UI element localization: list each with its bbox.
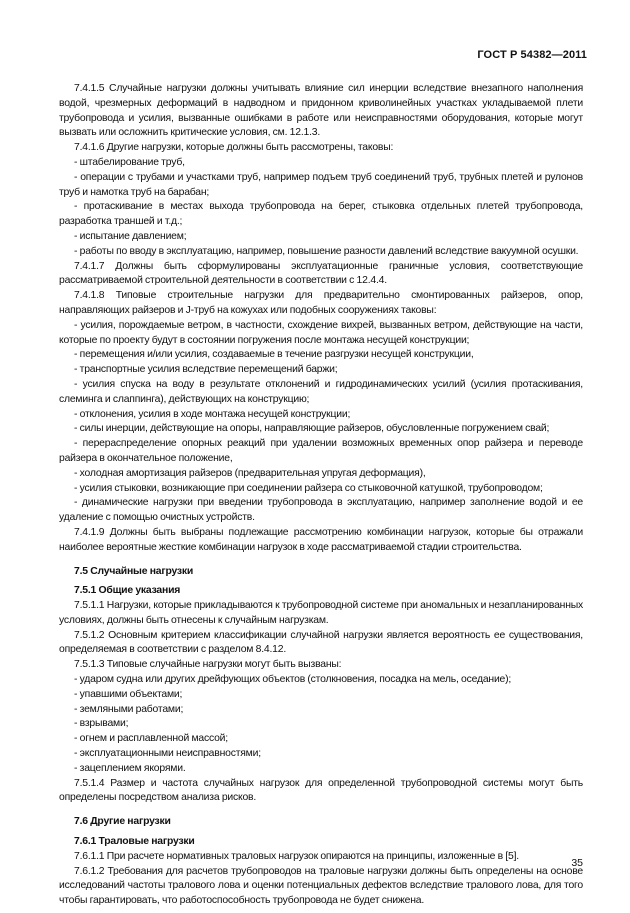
paragraph: 7.6.1.2 Требования для расчетов трубопроводов на траловые нагрузки должны быть определены на основе исследований частоты тралового лова и оценки потенциальных дефектов вследствие тралового лова, для того чтобы гарантировать, что работоспособность трубопровода не будет снижена. [59,865,583,907]
list-item: - транспортные усилия вследствие перемещений баржи; [74,364,338,376]
paragraph: 7.5.1.4 Размер и частота случайных нагрузок для определенной трубопроводной системы могут быть определены посредством анализа рисков. [59,777,583,804]
section-heading-7-5: 7.5 Случайные нагрузки [74,565,194,577]
document-body [59,82,583,909]
page-number: 35 [571,857,583,869]
section-heading-7-6: 7.6 Другие нагрузки [74,816,171,828]
list-item: - операции с трубами и участками труб, например подъем труб соединений труб, трубных плетей и рулонов труб и намотка труб на барабан; [59,171,583,198]
list-item: - перемещения и/или усилия, создаваемые в течение разгрузки несущей конструкции, [74,349,474,361]
list-item: - протаскивание в местах выхода трубопровода на берег, стыковка отдельных плетей трубопровода, разработка траншей и т.д.; [59,201,583,228]
list-item: - усилия спуска на воду в результате отклонений и гидродинамических усилий (усилия протаскивания, слеминга и слаппинга), действующих на конструкцию; [59,378,583,405]
list-item: - усилия стыковки, возникающие при соединении райзера со стыковочной катушкой, трубопроводом; [74,482,543,494]
list-item: - силы инерции, действующие на опоры, направляющие райзеров, обусловленные погружением свай; [74,423,550,435]
list-item: - перераспределение опорных реакций при удалении возможных временных опор райзера и переводе райзера в окончательное положение, [59,438,583,464]
list-item: - зацеплением якорями. [74,762,186,774]
list-item: - взрывами; [74,718,129,730]
subsection-heading-7-5-1: 7.5.1 Общие указания [74,585,181,597]
subsection-heading-7-6-1: 7.6.1 Траловые нагрузки [74,836,195,848]
list-item: - испытание давлением; [74,230,187,242]
list-item: - холодная амортизация райзеров (предварительная упругая деформация), [74,467,426,479]
paragraph: 7.6.1.1 При расчете нормативных траловых нагрузок опираются на принципы, изложенные в [5]. [74,850,519,862]
list-item: - ударом судна или других дрейфующих объектов (столкновения, посадка на мель, оседание); [74,674,512,686]
list-item: - упавшими объектами; [74,688,183,700]
standard-header: ГОСТ Р 54382—2011 [477,49,587,61]
list-item: - эксплуатационными неисправностями; [74,748,261,760]
paragraph: 7.4.1.8 Типовые строительные нагрузки для предварительно смонтированных райзеров, опор, направляющих райзеров и J-труб на кожухах или подобных сооружениях таковы: [59,290,583,316]
list-item: - динамические нагрузки при введении трубопровода в эксплуатацию, например заполнение водой и ее удаление с помощью очистных устройств. [59,497,583,524]
list-item: - усилия, порождаемые ветром, в частности, схождение вихрей, вызванных ветром, действующие на части, которые по проекту будут в состоянии погружения после монтажа несущей конструкции; [59,319,583,346]
list-item: - огнем и расплавленной массой; [74,733,228,745]
paragraph: 7.5.1.1 Нагрузки, которые прикладываются к трубопроводной системе при аномальных и незапланированных условиях, должны быть отнесены к случайным нагрузкам. [59,600,583,626]
list-item: - штабелирование труб, [74,156,185,168]
paragraph: 7.4.1.5 Случайные нагрузки должны учитывать влияние сил инерции вследствие внезапного наполнения водой, чрезмерных деформаций в надводном и придонном криволинейных участках укладываемой плети трубопровода и усилия, вызванные ошибками в работе или неисправностями оборудования, которые могут вызвать или осложнить критические условия, см. 12.1.3. [59,83,583,139]
paragraph: 7.5.1.2 Основным критерием классификации случайной нагрузки является вероятность ее существования, определяемая в соответствии с разделом 8.4.12. [59,629,583,656]
paragraph: 7.4.1.6 Другие нагрузки, которые должны быть рассмотрены, таковы: [74,142,394,154]
list-item: - отклонения, усилия в ходе монтажа несущей конструкции; [74,408,351,420]
paragraph: 7.4.1.7 Должны быть сформулированы эксплуатационные граничные условия, соответствующие рассматриваемой строительной деятельности в соответствии с 12.4.4. [59,260,583,287]
paragraph: 7.4.1.9 Должны быть выбраны подлежащие рассмотрению комбинации нагрузок, которые бы отражали наиболее вероятные жесткие комбинации нагрузок в ходе рассматриваемой стадии строительства. [59,526,583,553]
list-item: - работы по вводу в эксплуатацию, например, повышение разности давлений вследствие вакуумной осушки. [74,245,579,257]
list-item: - земляными работами; [74,703,184,715]
paragraph: 7.5.1.3 Типовые случайные нагрузки могут быть вызваны: [74,659,342,671]
